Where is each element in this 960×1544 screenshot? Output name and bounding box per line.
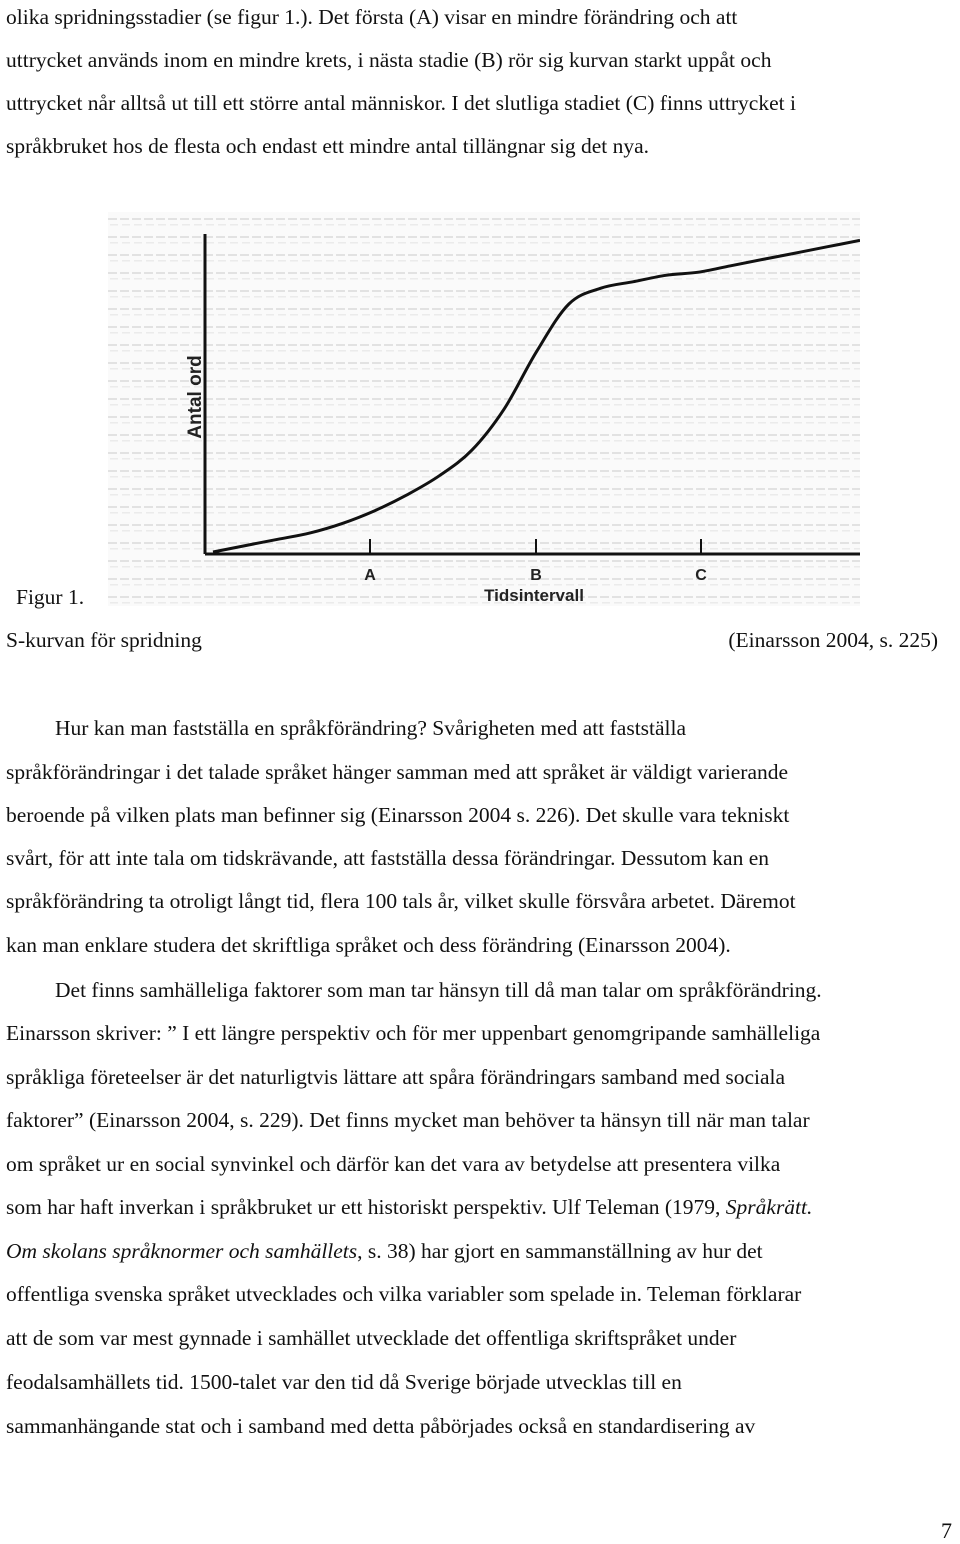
- text-line: Einarsson skriver: ” I ett längre perspektiv och för mer uppenbart genomgripande samhälleliga: [6, 1021, 821, 1045]
- text-line: språkförändring ta otroligt långt tid, flera 100 tals år, vilket skulle försvåra arbetet. Däremot: [6, 889, 796, 913]
- text-line: att de som var mest gynnade i samhället utvecklade det offentliga skriftspråket under: [6, 1326, 737, 1350]
- text-segment: som har haft inverkan i språkbruket ur ett historiskt perspektiv. Ulf Teleman (1979,: [6, 1195, 726, 1219]
- text-line: svårt, för att inte tala om tidskrävande, att fastställa dessa förändringar. Dessutom kan en: [6, 846, 770, 870]
- text-line: uttrycket används inom en mindre krets, i nästa stadie (B) rör sig kurvan starkt uppåt och: [6, 48, 772, 72]
- y-axis-label: Antal ord: [185, 355, 206, 439]
- x-marker-label: C: [695, 567, 707, 584]
- figure-label: Figur 1.: [16, 585, 85, 609]
- x-axis-label: Tidsintervall: [484, 586, 584, 605]
- text-line: uttrycket når alltså ut till ett större antal människor. I det slutliga stadiet (C) finns uttrycket i: [6, 91, 796, 115]
- text-line: [6, 1238, 763, 1264]
- text-line: språkbruket hos de flesta och endast ett mindre antal tillängnar sig det nya.: [6, 134, 650, 158]
- text-line: språkliga företeelser är det naturligtvis lättare att spåra förändringars samband med sociala: [6, 1065, 786, 1089]
- figure-caption: S-kurvan för spridning: [6, 628, 202, 652]
- book-title-part: Om skolans språknormer och samhällets: [6, 1239, 358, 1263]
- text-line: om språket ur en social synvinkel och därför kan det vara av betydelse att presentera vilka: [6, 1152, 781, 1176]
- text-line: feodalsamhällets tid. 1500-talet var den tid då Sverige började utvecklas till en: [6, 1370, 682, 1394]
- text-line: [6, 1194, 812, 1220]
- text-segment: , s. 38) har gjort en sammanställning av hur det: [357, 1239, 763, 1263]
- s-curve-chart: [108, 212, 860, 606]
- text-line: olika spridningsstadier (se figur 1.). Det första (A) visar en mindre förändring och att: [6, 5, 738, 29]
- faded-background-text: [108, 212, 860, 606]
- book-title-part: Språkrätt.: [725, 1195, 813, 1219]
- text-line: sammanhängande stat och i samband med detta påbörjades också en standardisering av: [6, 1414, 756, 1438]
- text-line: beroende på vilken plats man befinner sig (Einarsson 2004 s. 226). Det skulle vara tekniskt: [6, 803, 790, 827]
- text-line: offentliga svenska språket utvecklades och vilka variabler som spelade in. Teleman förklarar: [6, 1282, 802, 1306]
- text-line: Hur kan man fastställa en språkförändring? Svårigheten med att fastställa: [55, 716, 687, 740]
- s-curve-figure: [108, 212, 860, 606]
- x-marker-label: B: [530, 567, 542, 584]
- text-line: Det finns samhälleliga faktorer som man tar hänsyn till då man talar om språkförändring.: [55, 978, 822, 1002]
- x-marker-label: A: [364, 567, 376, 584]
- text-line: faktorer” (Einarsson 2004, s. 229). Det finns mycket man behöver ta hänsyn till när man talar: [6, 1108, 810, 1132]
- text-line: språkförändringar i det talade språket hänger samman med att språket är väldigt varierande: [6, 760, 789, 784]
- figure-source: (Einarsson 2004, s. 225): [728, 628, 938, 652]
- text-line: kan man enklare studera det skriftliga språket och dess förändring (Einarsson 2004).: [6, 933, 731, 957]
- page-number: 7: [941, 1518, 952, 1543]
